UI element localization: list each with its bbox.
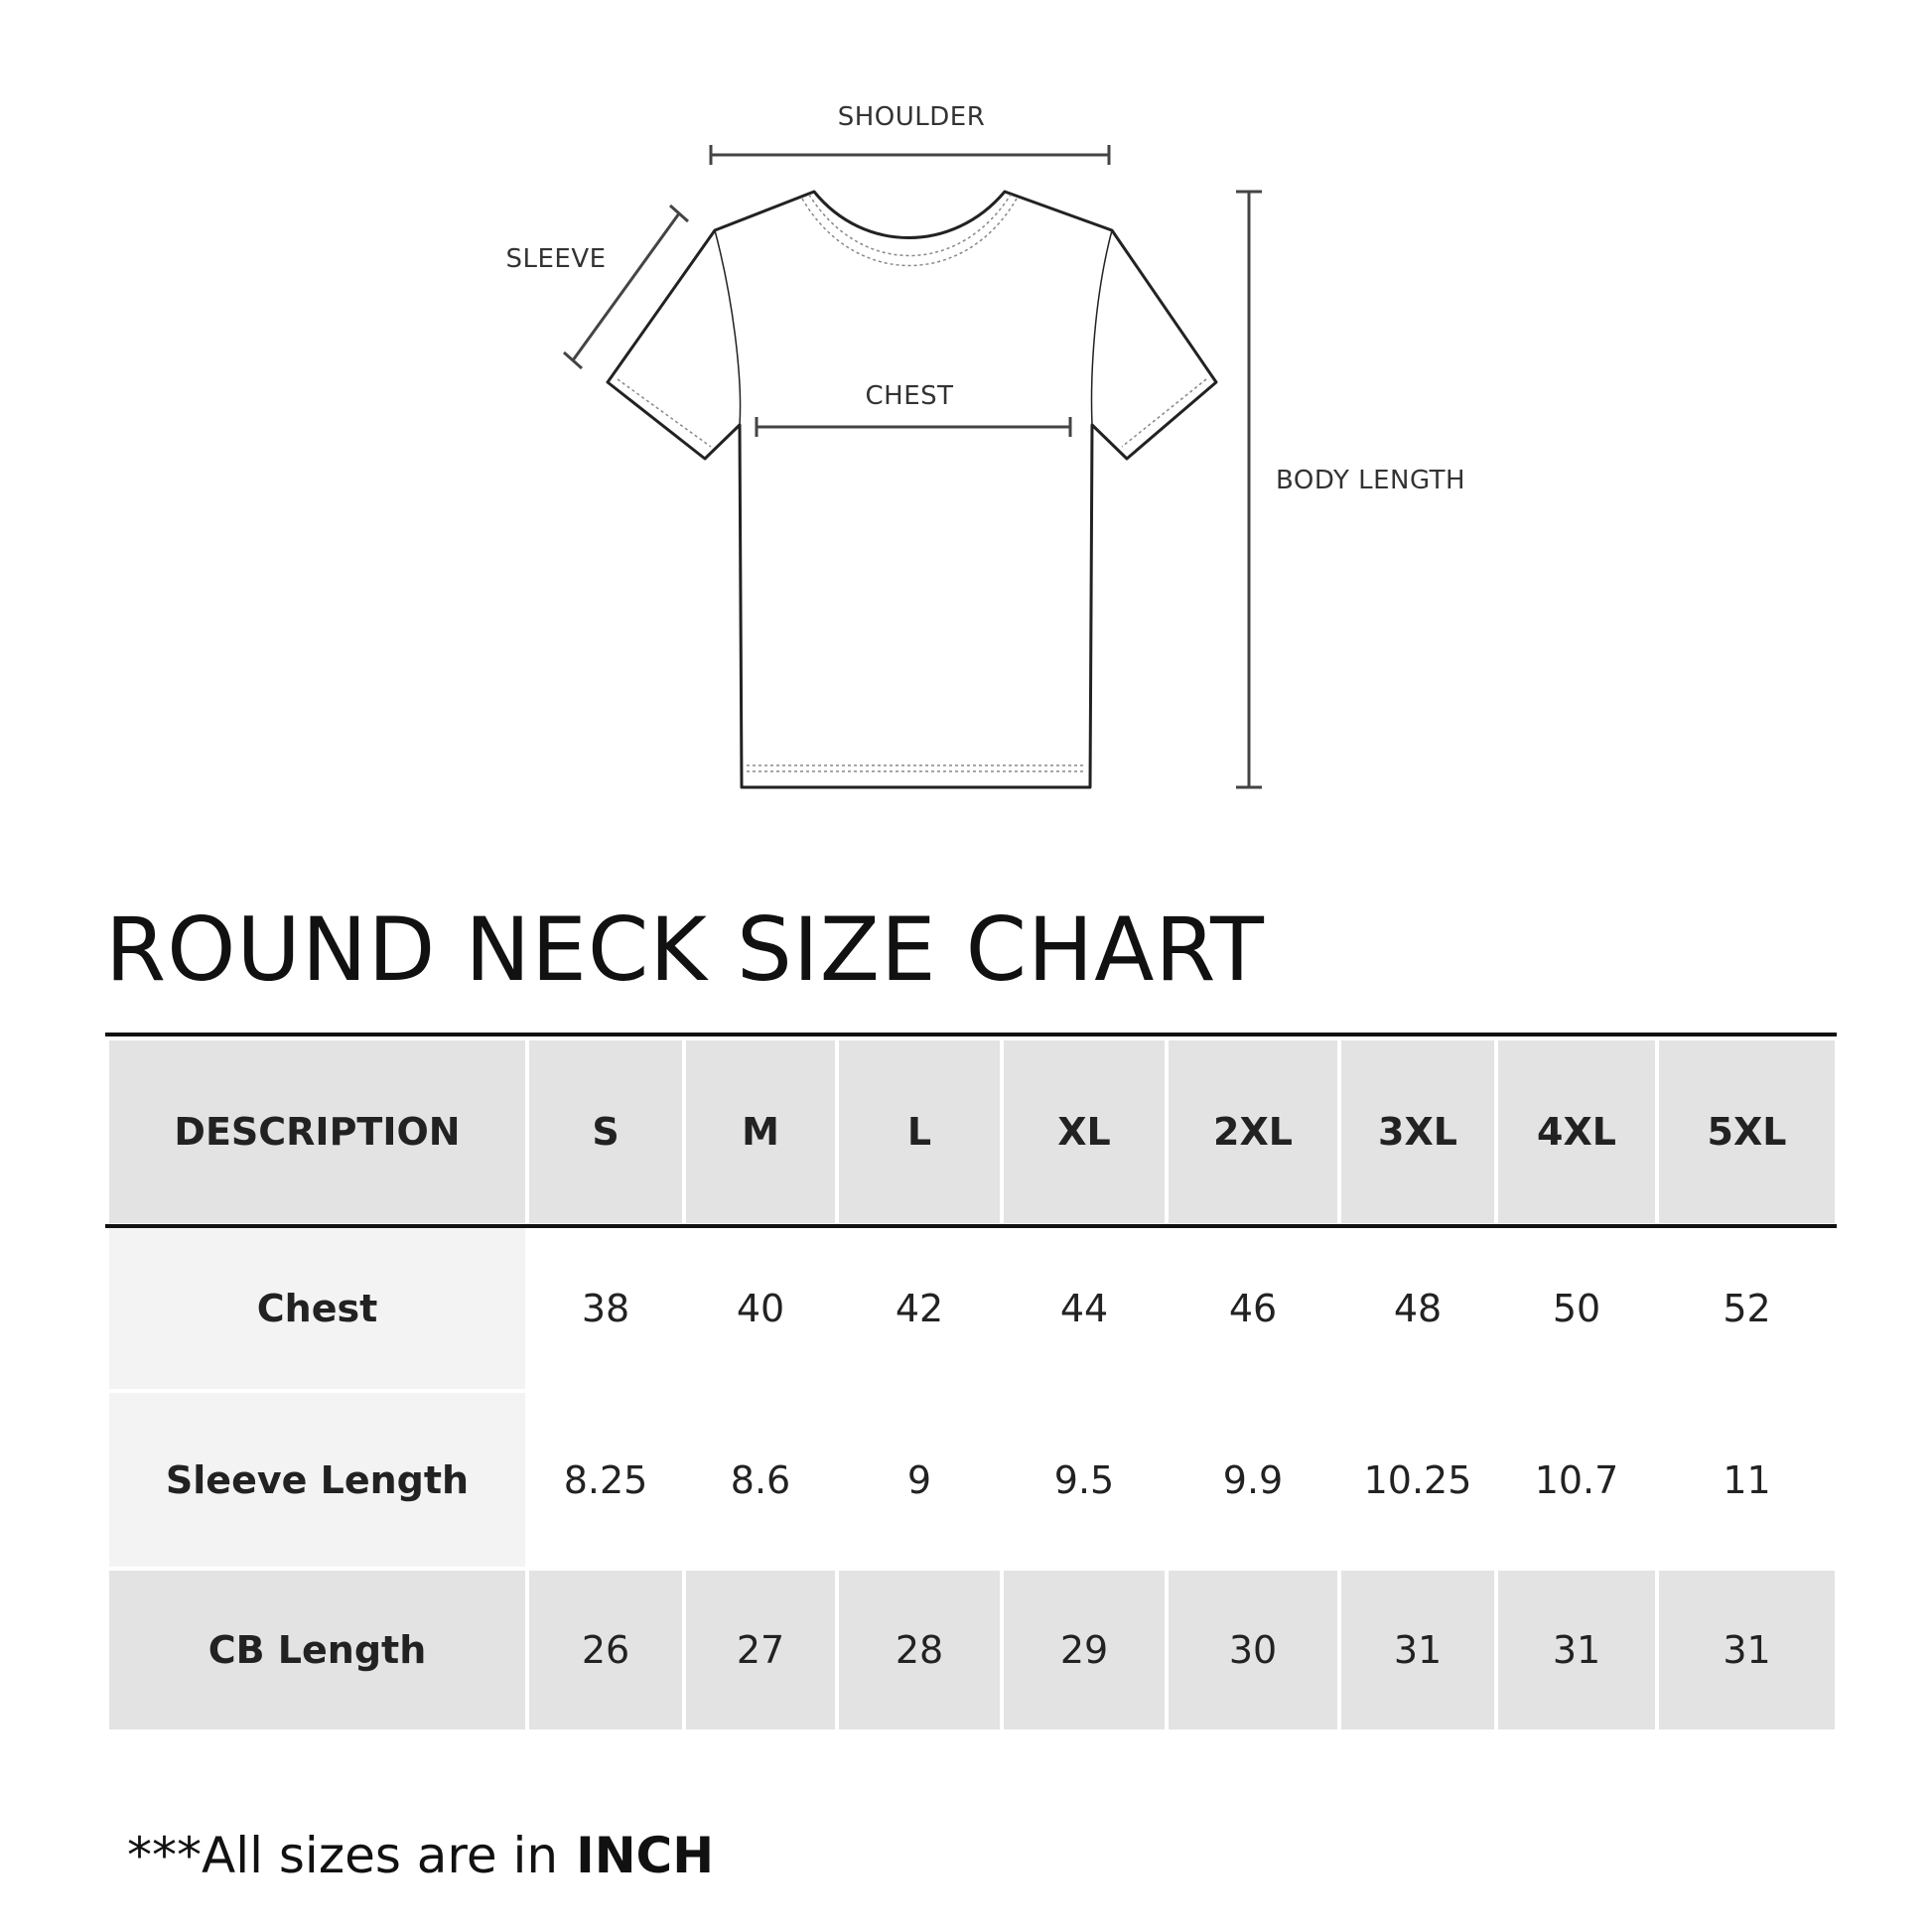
units-note	[127, 1827, 714, 1884]
tshirt-measurement-diagram	[0, 0, 1932, 834]
header-size-4xl: 4XL	[1498, 1040, 1655, 1223]
row-cb-length-label: CB Length	[109, 1571, 525, 1729]
shoulder-label: SHOULDER	[837, 102, 986, 132]
row-chest-5xl: 52	[1723, 1287, 1771, 1330]
header-size-s: S	[529, 1040, 682, 1223]
row-sleeve-length-s: 8.25	[563, 1457, 648, 1502]
cuff-stitching-right	[1122, 379, 1206, 447]
header-size-3xl: 3XL	[1341, 1040, 1494, 1223]
row-sleeve-length-l: 9	[906, 1457, 932, 1502]
tshirt-armhole-right	[1092, 230, 1112, 425]
row-sleeve-length-label: Sleeve Length	[109, 1393, 525, 1567]
page-title: ROUND NECK SIZE CHART	[105, 898, 1265, 1001]
row-cb-length-l: 28	[839, 1571, 1000, 1729]
row-cb-length-2xl: 30	[1169, 1571, 1337, 1729]
sleeve-label: SLEEVE	[505, 244, 607, 274]
row-cb-length-3xl: 31	[1341, 1571, 1494, 1729]
row-chest-s: 38	[581, 1287, 630, 1330]
header-size-2xl: 2XL	[1169, 1040, 1337, 1223]
row-chest-m: 40	[736, 1287, 785, 1330]
row-sleeve-length-m: 8.6	[730, 1457, 791, 1502]
row-cb-length-4xl: 31	[1498, 1571, 1655, 1729]
units-note-text: ***All sizes are in	[127, 1827, 559, 1884]
row-cb-length-s: 26	[529, 1571, 682, 1729]
row-cb-length-xl: 29	[1004, 1571, 1165, 1729]
shoulder-measure-line	[711, 145, 1109, 165]
row-chest-xl: 44	[1059, 1287, 1109, 1330]
table-top-rule	[105, 1033, 1837, 1036]
header-size-5xl: 5XL	[1659, 1040, 1835, 1223]
collar-stitching	[802, 199, 1017, 266]
units-note-unit: INCH	[576, 1827, 715, 1884]
header-description: DESCRIPTION	[109, 1040, 525, 1223]
row-sleeve-length-5xl: 11	[1723, 1457, 1771, 1502]
body-length-measure-line	[1236, 192, 1262, 787]
chest-label: CHEST	[865, 381, 954, 411]
header-size-m: M	[686, 1040, 835, 1223]
collar-stitching-inner	[809, 195, 1011, 256]
row-cb-length-5xl: 31	[1659, 1571, 1835, 1729]
row-chest-4xl: 50	[1552, 1287, 1601, 1330]
row-sleeve-length-4xl: 10.7	[1534, 1457, 1619, 1502]
sleeve-measure-line	[564, 206, 688, 368]
row-sleeve-length-2xl: 9.9	[1222, 1457, 1284, 1502]
row-chest-l: 42	[895, 1287, 944, 1330]
chest-measure-line	[757, 417, 1070, 437]
body-length-label: BODY LENGTH	[1276, 466, 1466, 495]
tshirt-outline	[608, 192, 1216, 787]
row-chest-2xl: 46	[1228, 1287, 1278, 1330]
header-size-xl: XL	[1004, 1040, 1165, 1223]
row-chest-label: Chest	[109, 1228, 525, 1389]
row-chest-3xl: 48	[1393, 1287, 1443, 1330]
row-cb-length-m: 27	[686, 1571, 835, 1729]
header-size-l: L	[839, 1040, 1000, 1223]
tshirt-armhole-left	[715, 230, 741, 425]
row-sleeve-length-3xl: 10.25	[1363, 1457, 1472, 1502]
cuff-stitching-left	[618, 379, 711, 447]
row-sleeve-length-xl: 9.5	[1053, 1457, 1115, 1502]
